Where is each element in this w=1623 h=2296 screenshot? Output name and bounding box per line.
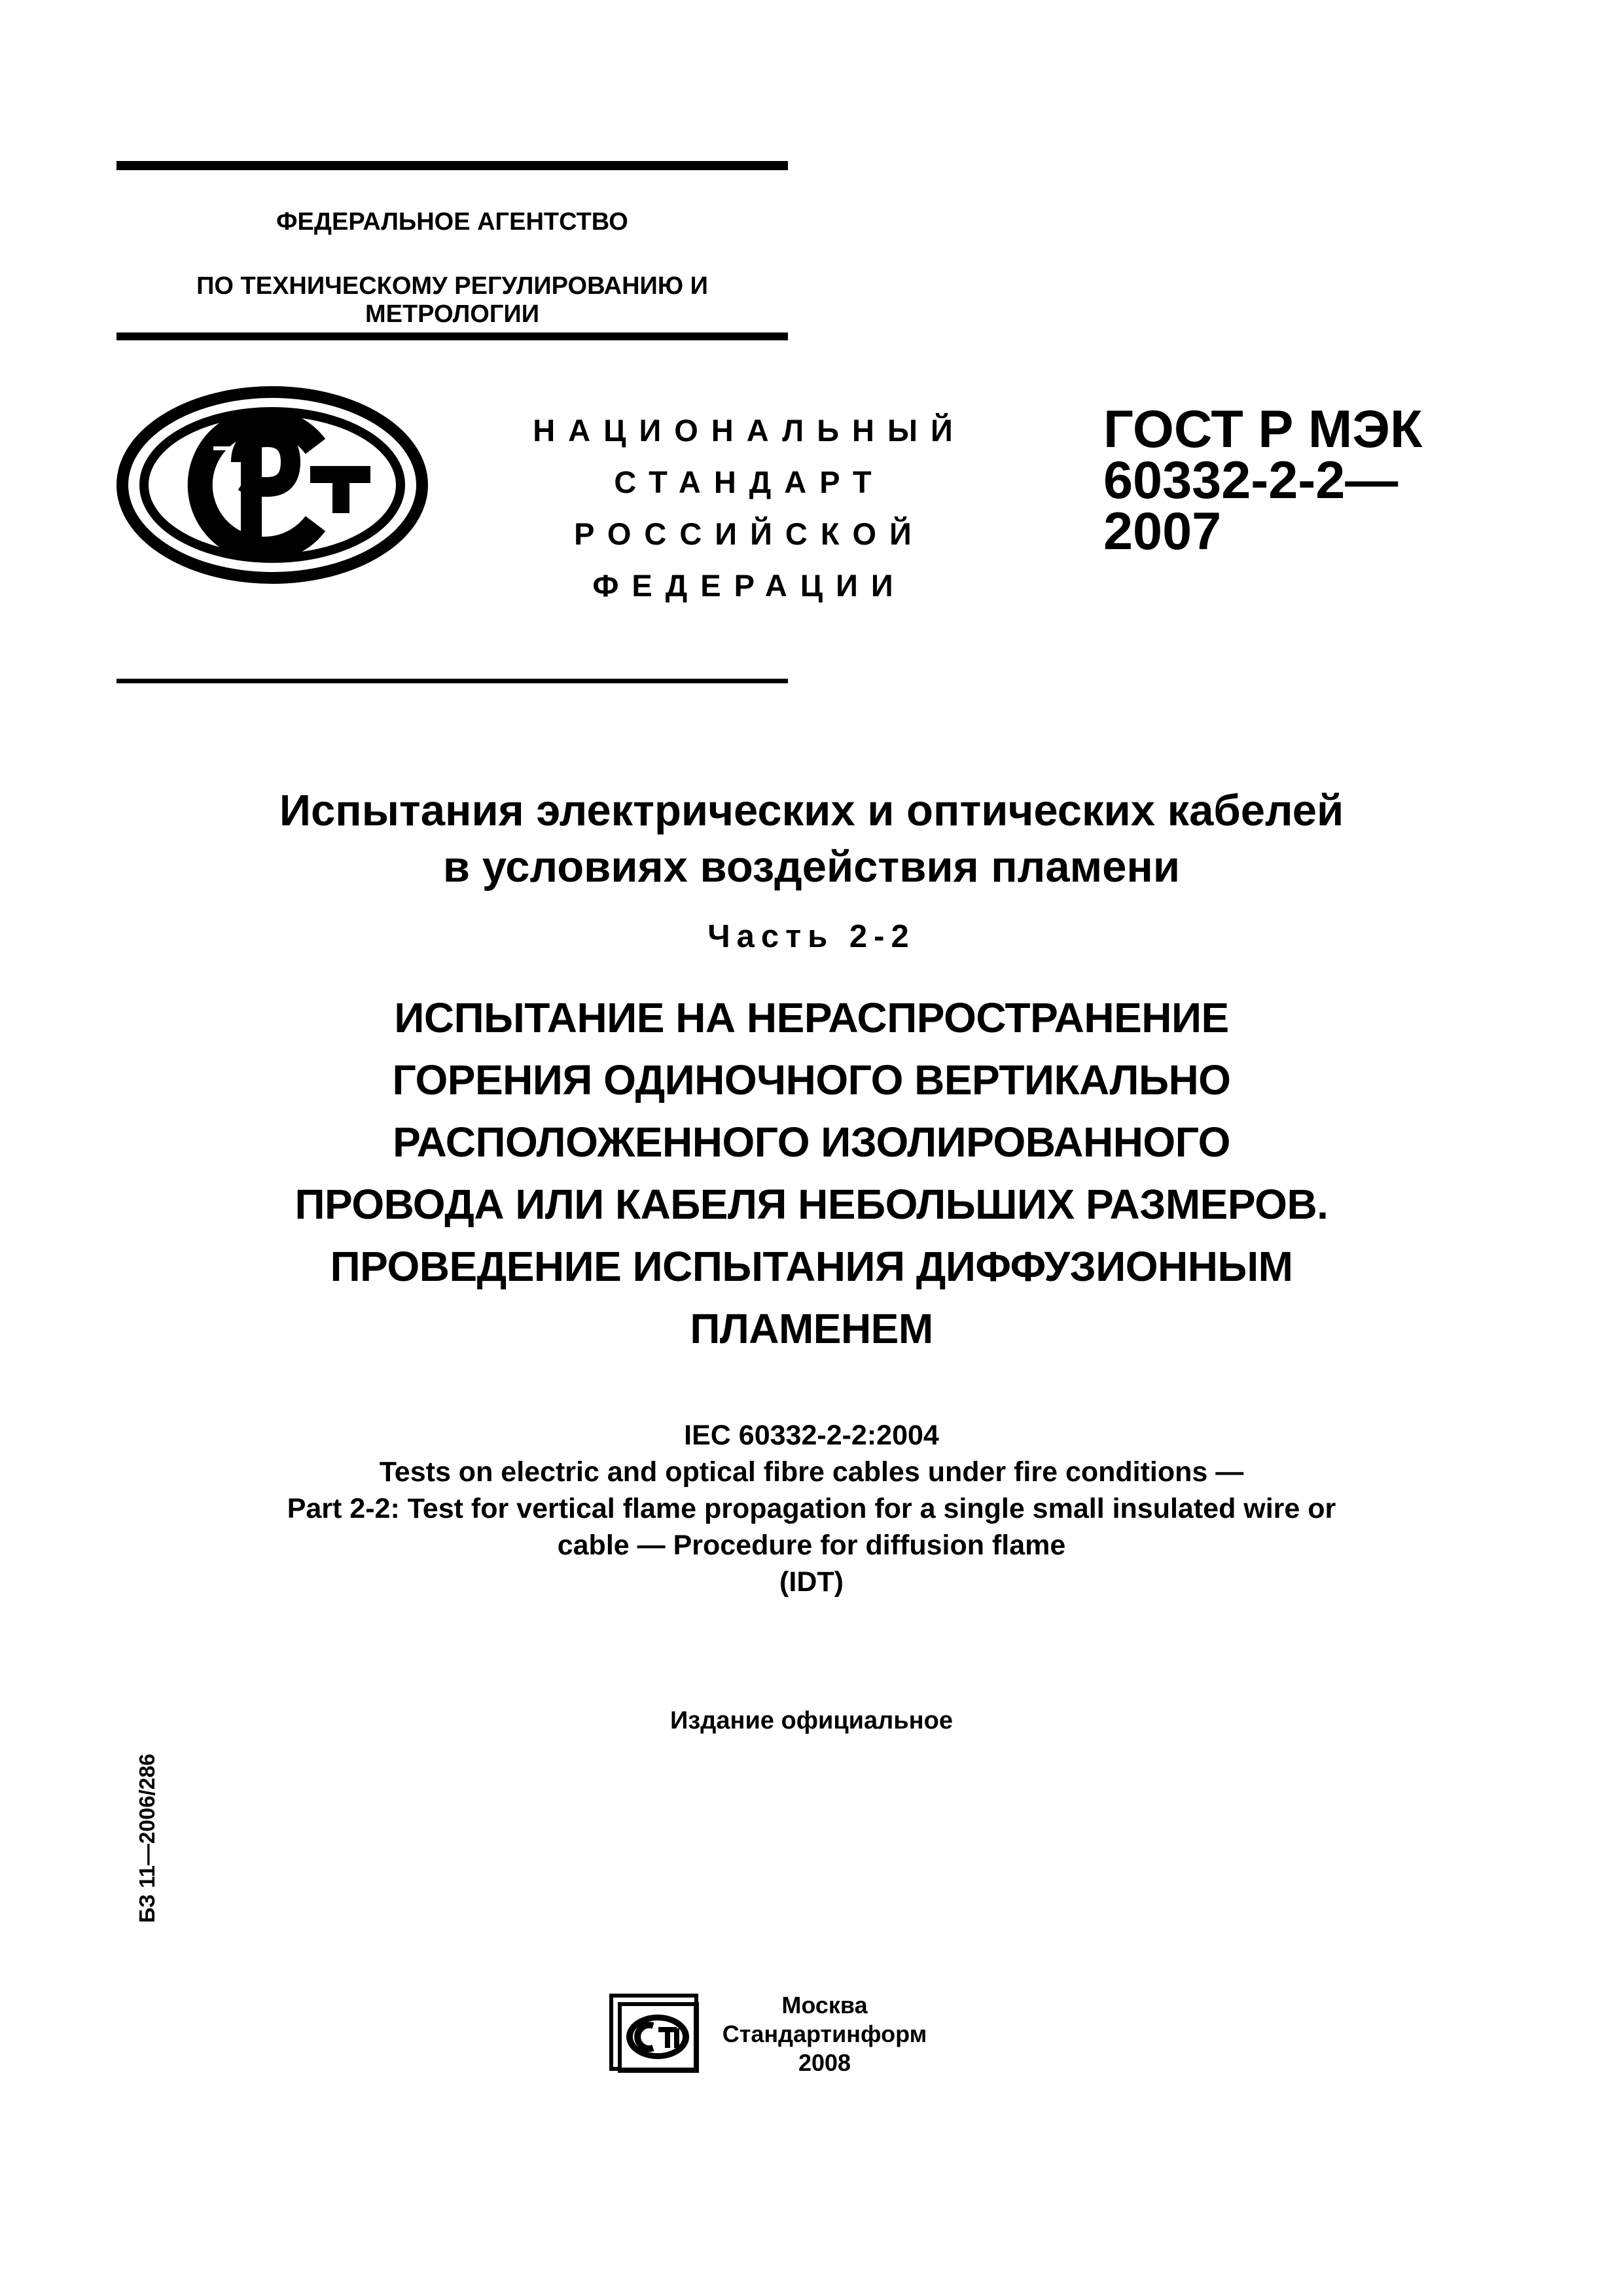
header-bottom-rule (116, 679, 788, 683)
iec-block (65, 1417, 1558, 1600)
iec-line-1: Tests on electric and optical fibre cables under fire conditions — (379, 1456, 1244, 1488)
title-line-2: в условиях воздействия пламени (442, 842, 1181, 891)
agency-bottom-rule (116, 332, 788, 340)
iec-line-2: Part 2-2: Test for vertical flame propagation for a single small insulated wire or (287, 1493, 1336, 1524)
national-standard-line-4: ФЕДЕРАЦИИ (592, 568, 906, 603)
standartinform-logo-icon (609, 1993, 707, 2078)
iec-code: IEC 60332-2-2:2004 (684, 1420, 939, 1451)
caps-title-line-1: ИСПЫТАНИЕ НА НЕРАСПРОСТРАНЕНИЕ (394, 994, 1229, 1041)
caps-title-block (65, 994, 1558, 1367)
publisher-year: 2008 (798, 2049, 851, 2076)
caps-title-line-2: ГОРЕНИЯ ОДИНОЧНОГО ВЕРТИКАЛЬНО (392, 1056, 1231, 1103)
caps-title-line-6: ПЛАМЕНЕМ (690, 1305, 933, 1352)
standard-code-line-2: 60332-2-2— (1103, 451, 1399, 510)
caps-title-line-5: ПРОВЕДЕНИЕ ИСПЫТАНИЯ ДИФФУЗИОННЫМ (330, 1243, 1293, 1290)
national-standard-line-2: СТАНДАРТ (614, 465, 885, 499)
standard-code-line-1: ГОСТ Р МЭК (1103, 400, 1423, 459)
title-line-1: Испытания электрических и оптических кабелей (279, 786, 1344, 835)
agency-line-1: ФЕДЕРАЛЬНОЕ АГЕНТСТВО (276, 208, 628, 236)
edition-label: Издание официальное (670, 1707, 953, 1734)
top-rule (116, 161, 788, 170)
publisher-city: Москва (781, 1992, 868, 2018)
national-standard-line-1: НАЦИОНАЛЬНЫЙ (533, 413, 966, 448)
iec-line-3: cable — Procedure for diffusion flame (557, 1530, 1066, 1561)
national-standard-block (527, 412, 972, 619)
rst-certification-mark-icon (115, 384, 429, 586)
standard-code (1103, 400, 1470, 561)
caps-title-line-3: РАСПОЛОЖЕННОГО ИЗОЛИРОВАННОГО (393, 1119, 1230, 1166)
caps-title-line-4: ПРОВОДА ИЛИ КАБЕЛЯ НЕБОЛЬШИХ РАЗМЕРОВ. (294, 1181, 1329, 1228)
agency-line-2: ПО ТЕХНИЧЕСКОМУ РЕГУЛИРОВАНИЮ И МЕТРОЛОГИИ (196, 272, 708, 328)
part-label: Часть 2-2 (707, 919, 916, 954)
publisher-name: Стандартинформ (722, 2020, 927, 2047)
national-standard-line-3: РОССИЙСКОЙ (574, 516, 925, 551)
side-code: БЗ 11—2006/286 (135, 1753, 159, 1923)
publisher-text (700, 1991, 949, 2077)
standard-code-line-3: 2007 (1103, 502, 1222, 561)
iec-line-4: (IDT) (779, 1566, 844, 1598)
